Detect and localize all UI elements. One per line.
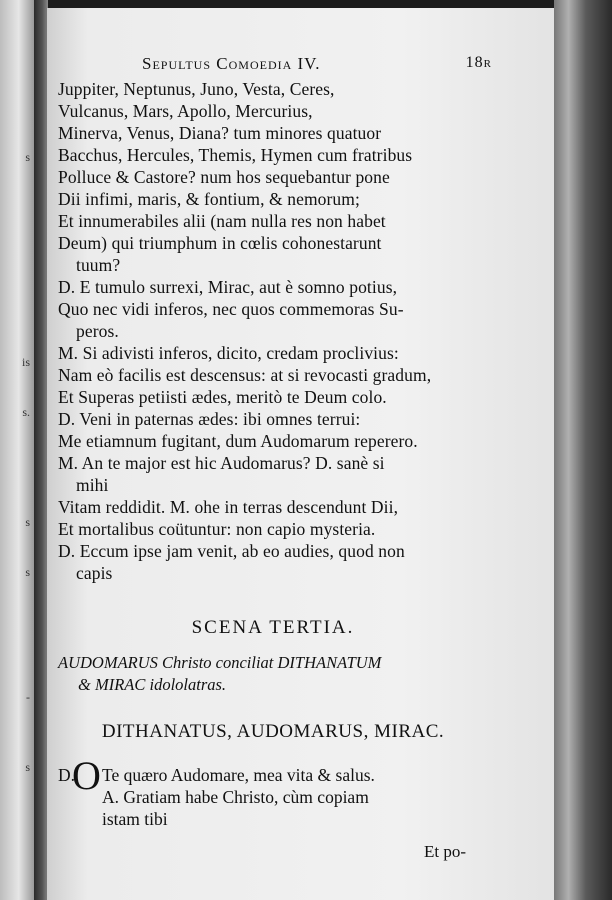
facing-page-edge xyxy=(0,0,34,900)
scene-argument xyxy=(58,652,488,696)
running-title: Sepultus Comoedia IV. xyxy=(142,54,321,73)
facing-page-fragment: s xyxy=(25,515,30,529)
scene-dialogue xyxy=(58,753,488,830)
text-line: Et Superas petiisti ædes, meritò te Deum colo. xyxy=(58,387,387,407)
catchword: Et po- xyxy=(424,842,467,861)
scene-characters: DITHANATUS, AUDOMARUS, MIRAC. xyxy=(101,721,445,742)
facing-page-fragment: s xyxy=(25,150,30,164)
text-line: Juppiter, Neptunus, Juno, Vesta, Ceres, xyxy=(58,79,335,99)
text-line: Deum) qui triumphum in cœlis cohonestarunt xyxy=(58,233,382,253)
text-line: peros. xyxy=(76,321,119,341)
scene-argument-line: & MIRAC idololatras. xyxy=(78,675,227,694)
drop-cap: O xyxy=(72,753,101,798)
text-line: Me etiamnum fugitant, dum Audomarum reperero. xyxy=(58,431,418,451)
text-line: Minerva, Venus, Diana? tum minores quatuor xyxy=(58,123,382,143)
text-line: M. Si adivisti inferos, dicito, credam proclivius: xyxy=(58,343,399,363)
page-number: 18r xyxy=(465,54,492,71)
facing-page-fragment: is xyxy=(21,355,30,369)
dialogue-line: A. Gratiam habe Christo, cùm copiam xyxy=(102,787,369,807)
dialogue-line: Te quæro Audomare, mea vita & salus. xyxy=(102,765,375,785)
page-header xyxy=(92,54,492,78)
text-line: D. Eccum ipse jam venit, ab eo audies, quod non xyxy=(58,541,405,561)
scene-argument-line: AUDOMARUS Christo conciliat DITHANATUM xyxy=(58,653,382,672)
text-line: capis xyxy=(76,563,113,583)
dialogue-line: istam tibi xyxy=(102,809,168,829)
text-line: Vitam reddidit. M. ohe in terras descendunt Dii, xyxy=(58,497,399,517)
text-line: Polluce & Castore? num hos sequebantur pone xyxy=(58,167,390,187)
text-line: Quo nec vidi inferos, nec quos commemoras Su- xyxy=(58,299,404,319)
book-edge xyxy=(554,0,612,900)
facing-page-fragment: s xyxy=(25,565,30,579)
text-line: Dii infimi, maris, & fontium, & nemorum; xyxy=(58,189,360,209)
text-line: Vulcanus, Mars, Apollo, Mercurius, xyxy=(58,101,313,121)
facing-page-fragment: - xyxy=(26,690,30,704)
facing-page-fragment: s. xyxy=(22,405,30,419)
text-line: tuum? xyxy=(76,255,121,275)
facing-page-fragment: s xyxy=(25,760,30,774)
text-line: Et innumerabiles alii (nam nulla res non habet xyxy=(58,211,386,231)
text-line: Bacchus, Hercules, Themis, Hymen cum fratribus xyxy=(58,145,413,165)
play-text xyxy=(58,78,488,584)
text-line: D. E tumulo surrexi, Mirac, aut è somno potius, xyxy=(58,277,398,297)
scene-heading: SCENA TERTIA. xyxy=(191,617,355,638)
text-line: Et mortalibus coütuntur: non capio mysteria. xyxy=(58,519,376,539)
text-line: mihi xyxy=(76,475,109,495)
text-line: D. Veni in paternas ædes: ibi omnes terrui: xyxy=(58,409,361,429)
speaker-label: D. xyxy=(58,765,76,785)
text-line: M. An te major est hic Audomarus? D. sanè si xyxy=(58,453,385,473)
text-line: Nam eò facilis est descensus: at si revocasti gradum, xyxy=(58,365,432,385)
